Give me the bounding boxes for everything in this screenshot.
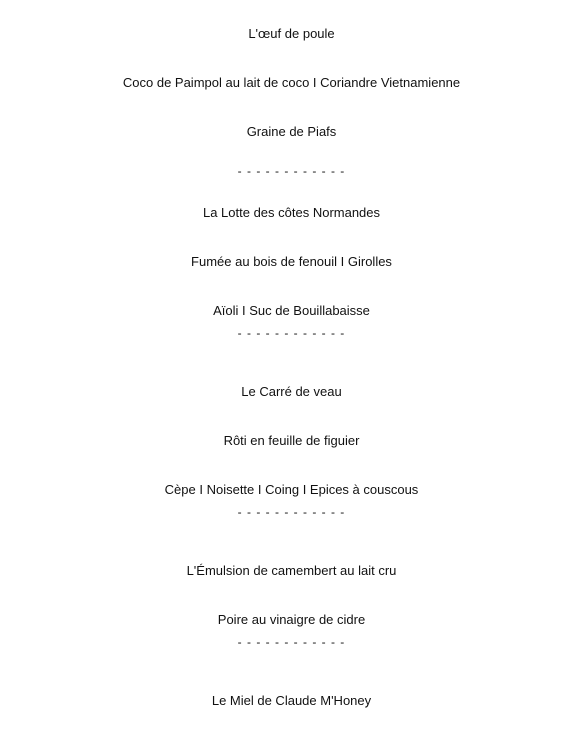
- dish-detail: Rôti en feuille de figuier: [223, 433, 360, 448]
- dish-title-veau: Le Carré de veau: [241, 384, 342, 399]
- dish-detail: Cèpe I Noisette I Coing I Epices à couscous: [164, 482, 419, 497]
- dish-title-camembert: L'Émulsion de camembert au lait cru: [186, 563, 397, 578]
- dish-detail: Poire au vinaigre de cidre: [217, 612, 366, 627]
- separator: - - - - - - - - - - - -: [237, 505, 346, 519]
- dish-detail: Coco de Paimpol au lait de coco I Coriandre Vietnamienne: [122, 75, 461, 90]
- separator: - - - - - - - - - - - -: [237, 164, 346, 178]
- dish-title-miel: Le Miel de Claude M'Honey: [211, 693, 372, 708]
- separator: - - - - - - - - - - - -: [237, 635, 346, 649]
- separator: - - - - - - - - - - - -: [237, 326, 346, 340]
- dish-detail: Aïoli I Suc de Bouillabaisse: [213, 303, 370, 318]
- dish-detail: Graine de Piafs: [246, 124, 337, 139]
- dish-title-oeuf: L'œuf de poule: [248, 26, 335, 41]
- dish-detail: Fumée au bois de fenouil I Girolles: [191, 254, 392, 269]
- dish-title-lotte: La Lotte des côtes Normandes: [202, 205, 381, 220]
